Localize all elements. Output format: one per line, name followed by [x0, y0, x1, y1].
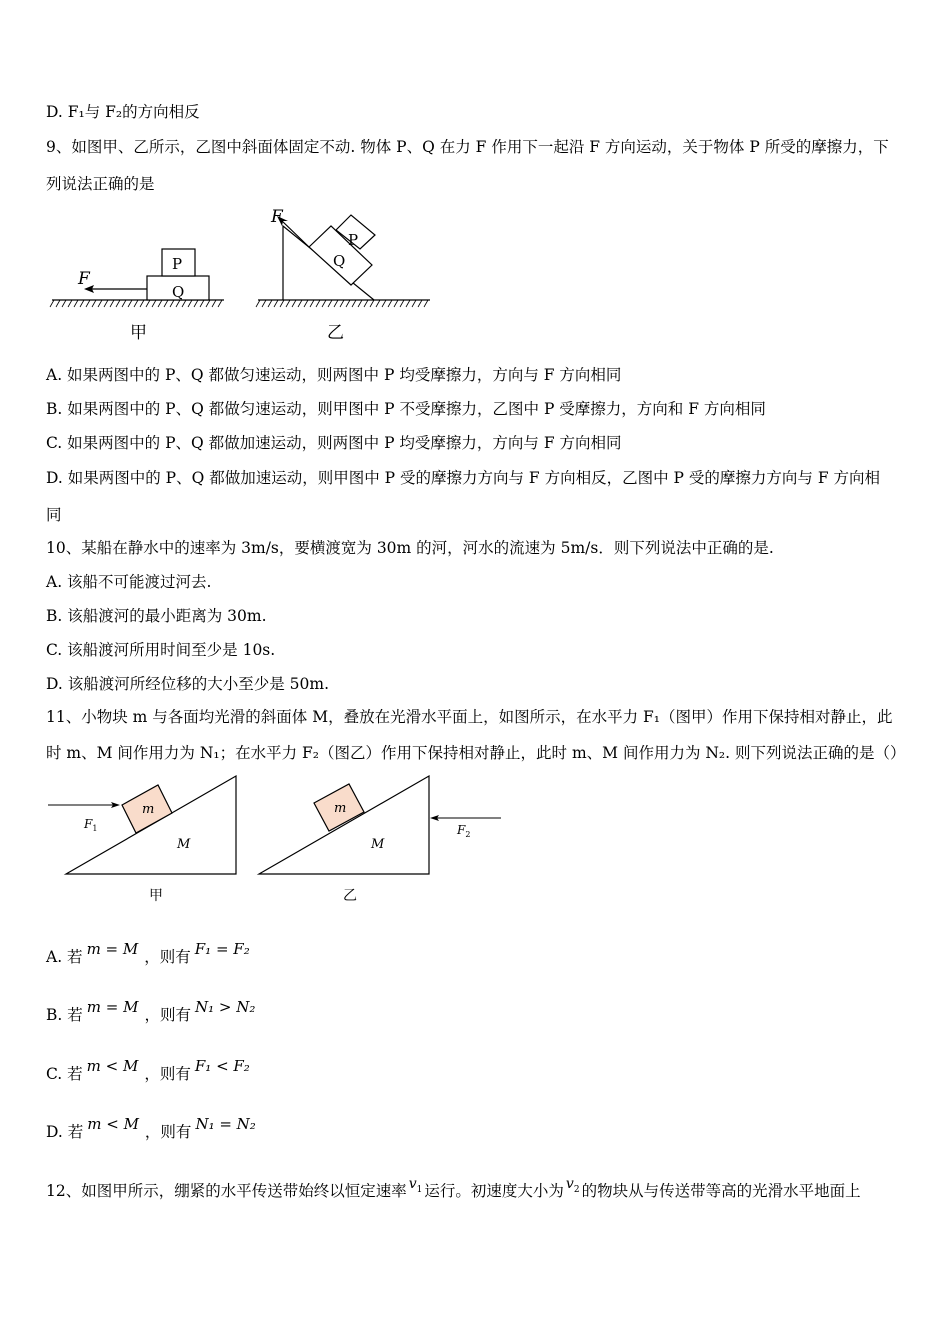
caption-yi: 乙 — [327, 323, 344, 343]
option-mid: ，则有 — [144, 1065, 191, 1083]
label-f-yi: F — [271, 207, 283, 227]
option-prefix: A. 若 — [46, 948, 83, 966]
option-mid: ，则有 — [144, 1006, 191, 1024]
option-condition: m < M — [86, 1057, 139, 1075]
q10-option-c: C. 该船渡河所用时间至少是 10s. — [46, 641, 276, 659]
q8-option-d: D. F₁与 F₂的方向相反 — [46, 103, 200, 121]
option-result: N₁ = N₂ — [195, 1115, 256, 1133]
label-m-jia: m — [142, 802, 155, 817]
label-m-yi: m — [334, 801, 347, 816]
label-f2: $F_2$ — [457, 823, 471, 839]
q9-option-c: C. 如果两图中的 P、Q 都做加速运动，则两图中 P 均受摩擦力，方向与 F 方向相同 — [46, 434, 622, 452]
q11-stem-line1: 11、小物块 m 与各面均光滑的斜面体 M，叠放在光滑水平面上，如图所示，在水平力 F₁（图甲）作用下保持相对静止，此 — [46, 708, 893, 726]
option-result: F₁ = F₂ — [194, 940, 250, 958]
q11-figure-jia — [48, 776, 236, 904]
q10-option-a: A. 该船不可能渡过河去. — [46, 573, 212, 591]
option-result: F₁ < F₂ — [194, 1057, 250, 1075]
option-prefix: B. 若 — [46, 1006, 83, 1024]
option-mid: ，则有 — [144, 948, 191, 966]
q11-figure — [46, 772, 516, 907]
label-p-jia: P — [172, 255, 183, 273]
q10-stem: 10、某船在静水中的速率为 3m/s，要横渡宽为 30m 的河，河水的流速为 5m/s．则下列说法中正确的是. — [46, 539, 774, 557]
q9-stem-line1: 9、如图甲、乙所示，乙图中斜面体固定不动. 物体 P、Q 在力 F 作用下一起沿 F 方向运动，关于物体 P 所受的摩擦力，下 — [46, 138, 889, 156]
q12-v1: $v_1$ — [408, 1176, 423, 1195]
caption-jia: 甲 — [149, 888, 163, 904]
force-arrow-yi — [280, 219, 309, 247]
q11-figure-yi — [259, 776, 501, 904]
option-condition: m = M — [86, 940, 139, 958]
q12-text-c: 的物块从与传送带等高的光滑水平地面上 — [581, 1182, 861, 1200]
q11-option-d — [46, 1115, 262, 1142]
option-result: N₁ > N₂ — [194, 998, 256, 1016]
q9-option-d: D. 如果两图中的 P、Q 都做加速运动，则甲图中 P 受的摩擦力方向与 F 方向相反，乙图中 P 受的摩擦力方向与 F 方向相 — [46, 469, 881, 487]
q9-option-d-cont: 同 — [46, 506, 62, 524]
option-prefix: D. 若 — [46, 1123, 84, 1141]
q11-option-b — [46, 998, 261, 1025]
label-bigm-yi: M — [371, 837, 385, 852]
q9-stem-line2: 列说法正确的是 — [46, 175, 155, 193]
option-prefix: C. 若 — [46, 1065, 83, 1083]
caption-jia: 甲 — [130, 323, 147, 343]
q12-text-b: 运行。初速度大小为 — [424, 1182, 564, 1200]
label-p-yi: P — [348, 231, 359, 249]
q11-option-a — [46, 940, 256, 967]
q9-option-a: A. 如果两图中的 P、Q 都做匀速运动，则两图中 P 均受摩擦力，方向与 F 方向相同 — [46, 366, 622, 384]
label-bigm-jia: M — [177, 837, 191, 852]
q9-figure-jia — [50, 249, 224, 343]
q11-stem-line2: 时 m、M 间作用力为 N₁；在水平力 F₂（图乙）作用下保持相对静止，此时 m、M 间作用力为 N₂. 则下列说法正确的是（） — [46, 744, 906, 762]
q9-option-b: B. 如果两图中的 P、Q 都做匀速运动，则甲图中 P 不受摩擦力，乙图中 P 受摩擦力，方向和 F 方向相同 — [46, 400, 766, 418]
q9-figure-yi — [256, 207, 430, 343]
q10-option-b: B. 该船渡河的最小距离为 30m. — [46, 607, 267, 625]
option-condition: m = M — [86, 998, 139, 1016]
q12-v2: $v_2$ — [565, 1176, 580, 1195]
label-q-yi: Q — [333, 252, 346, 270]
option-mid: ，则有 — [144, 1123, 192, 1141]
label-q-jia: Q — [172, 283, 185, 301]
q11-option-c — [46, 1057, 256, 1084]
label-f-jia: F — [78, 269, 90, 289]
q9-figure — [46, 200, 446, 350]
q12-stem — [46, 1176, 861, 1208]
q12-text-a: 12、如图甲所示，绷紧的水平传送带始终以恒定速率 — [46, 1182, 407, 1200]
caption-yi: 乙 — [343, 888, 357, 904]
option-condition: m < M — [87, 1115, 139, 1133]
label-f1: $F_1$ — [84, 817, 98, 833]
q10-option-d: D. 该船渡河所经位移的大小至少是 50m. — [46, 675, 330, 693]
